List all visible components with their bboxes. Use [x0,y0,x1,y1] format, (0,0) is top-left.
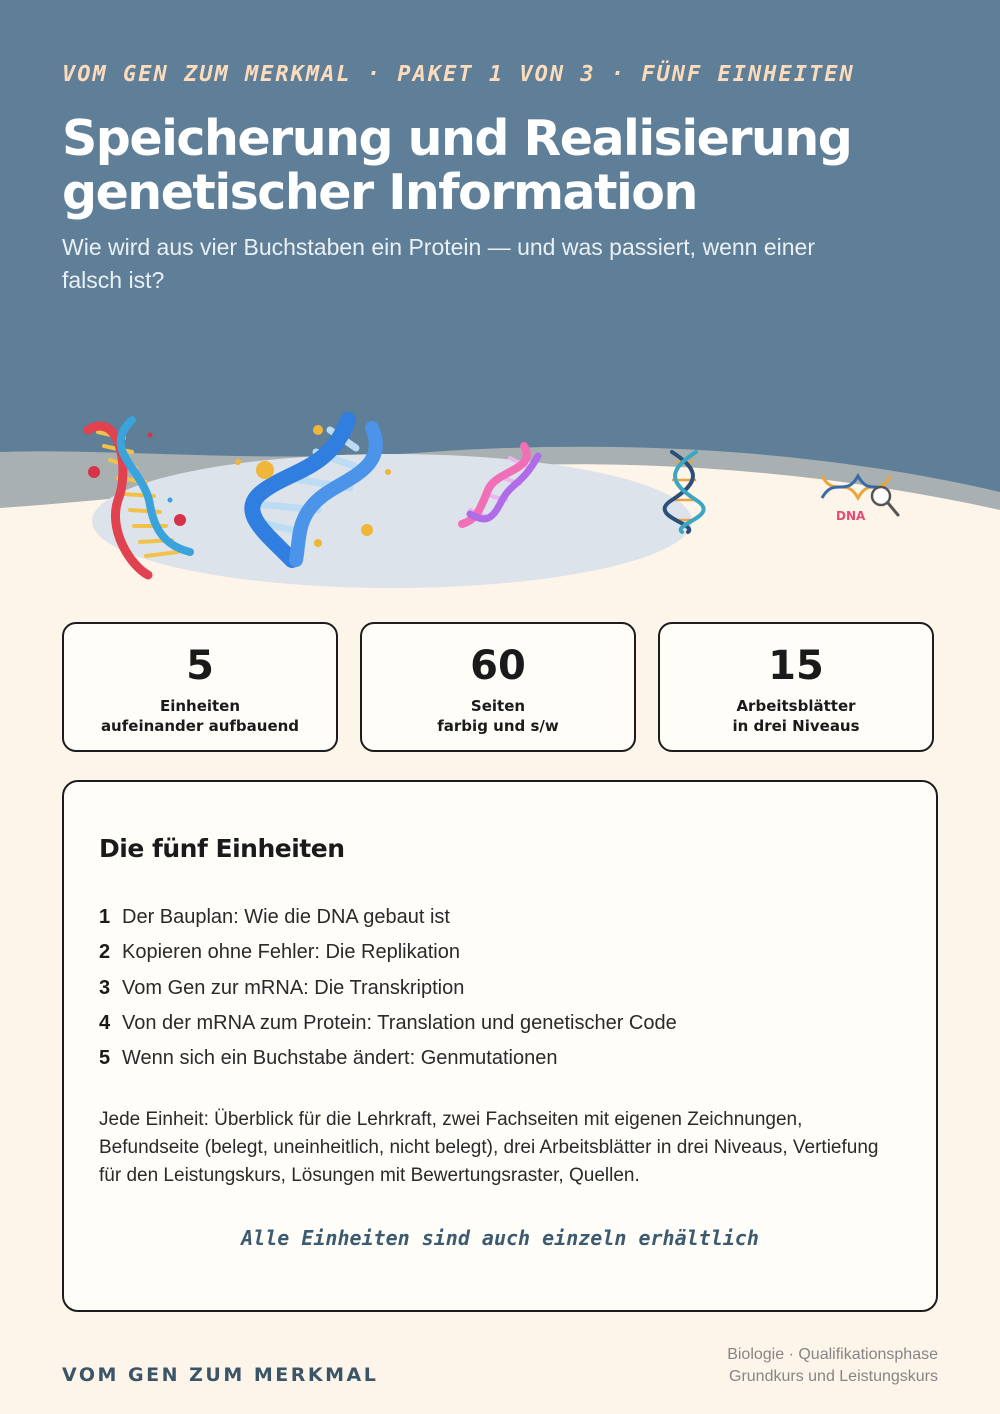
unit-title: Vom Gen zur mRNA: Die Transkription [122,976,465,999]
dna-logo-text: DNA [836,509,866,523]
unit-number: 1 [99,906,111,928]
page-title [62,112,942,220]
unit-title: Von der mRNA zum Protein: Translation und genetischer Code [122,1011,677,1034]
stat-label: Arbeitsblätter [736,697,856,715]
unit-number: 2 [99,941,111,964]
stat-sub: aufeinander aufbauend [100,717,300,735]
hero-background [0,0,1000,600]
units-description: Jede Einheit: Überblick für die Lehrkraft, zwei Fachseiten mit eigenen Zeichnungen, Befundseite (belegt, uneinheitlich, nicht belegt), drei Arbeitsblätter in drei Niveaus, Vertiefung für den Leistungskurs, Lösungen mit Bewertungsraster, Quellen. [99,1109,879,1186]
list-item [99,971,677,1006]
stat-card-arbeitsblaetter [658,622,934,752]
unit-number: 5 [99,1047,111,1070]
stat-value: 15 [768,643,824,689]
stat-card-einheiten [62,622,338,752]
units-list [99,900,677,1076]
list-item [99,1041,677,1076]
stat-value: 5 [186,643,214,689]
unit-title: Der Bauplan: Wie die DNA gebaut ist [122,906,450,928]
list-item [99,900,677,935]
stat-card-seiten [360,622,636,752]
stat-sub: farbig und s/w [437,717,559,735]
footer-line-2: Grundkurs und Leistungskurs [729,1368,938,1385]
footer-course-info [727,1344,938,1388]
stat-value: 60 [470,643,526,689]
unit-title: Wenn sich ein Buchstabe ändert: Genmutationen [122,1047,558,1070]
stat-sub: in drei Niveaus [732,717,860,735]
unit-number: 4 [99,1011,111,1034]
series-kicker: VOM GEN ZUM MERKMAL · PAKET 1 VON 3 · FÜNF EINHEITEN [62,62,855,87]
title-line-2: genetischer Information [62,164,697,221]
footer-brand: VOM GEN ZUM MERKMAL [62,1364,379,1386]
list-item [99,1006,677,1041]
units-heading: Die fünf Einheiten [99,834,345,863]
list-item [99,935,677,970]
units-panel [62,780,938,1312]
hero-header [0,0,1000,600]
page-subtitle: Wie wird aus vier Buchstaben ein Protein — und was passiert, wenn einer falsch ist? [62,234,815,293]
availability-note: Alle Einheiten sind auch einzeln erhältlich [241,1226,759,1250]
title-line-1: Speicherung und Realisierung [62,110,852,167]
stat-label: Einheiten [159,697,241,715]
footer-line-1: Biologie · Qualifikationsphase [727,1346,938,1363]
unit-number: 3 [99,976,111,999]
unit-title: Kopieren ohne Fehler: Die Replikation [122,941,460,964]
stat-label: Seiten [470,697,526,715]
